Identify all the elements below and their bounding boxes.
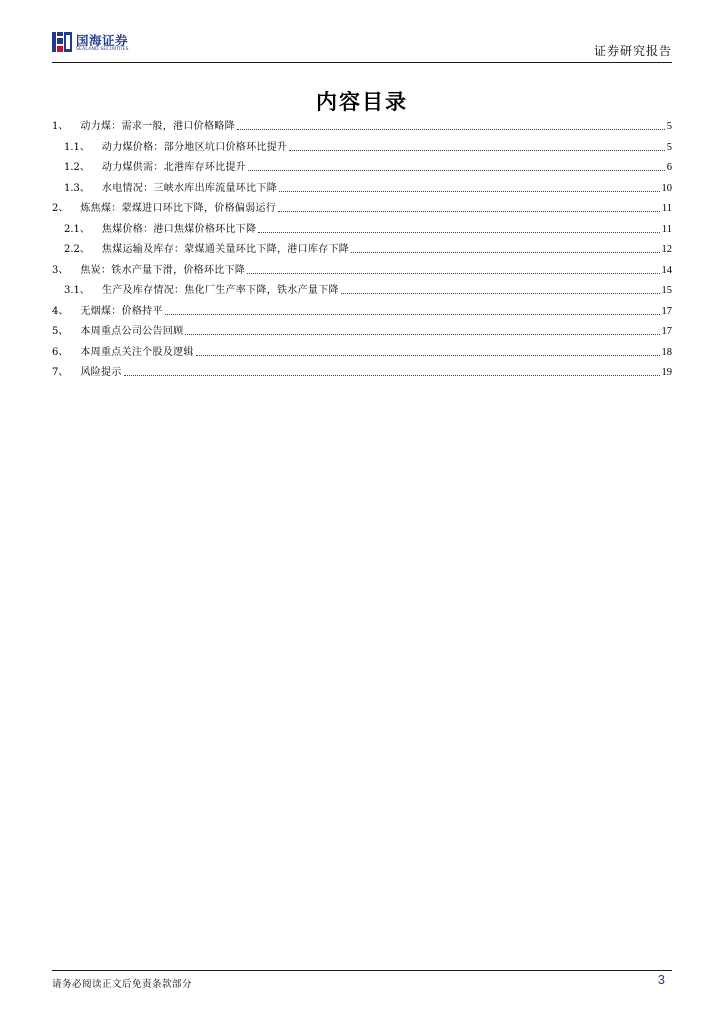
toc-entry-number: 3、: [52, 264, 69, 276]
toc-entry-number: 1、: [52, 121, 69, 132]
logo-name-en: SEALAND SECURITIES: [76, 47, 129, 52]
toc-entry-page: 11: [661, 203, 672, 214]
toc-entry-title: 焦炭：铁水产量下滑，价格环比下降: [80, 264, 246, 276]
toc-dot-leader: [237, 120, 665, 130]
toc-entry-number: 6、: [52, 346, 69, 358]
sealand-logo-icon: [52, 32, 72, 52]
toc-entry[interactable]: [52, 141, 672, 162]
toc-entry-title: 本周重点关注个股及逻辑: [80, 346, 194, 358]
toc-entry[interactable]: [52, 284, 672, 305]
report-type-label: 证券研究报告: [593, 44, 672, 58]
toc-entry-number: 5、: [52, 326, 69, 337]
toc-entry-number: 2、: [52, 203, 69, 214]
toc-dot-leader: [278, 202, 660, 212]
page-header: [52, 30, 672, 62]
toc-dot-leader: [289, 141, 664, 151]
toc-dot-leader: [341, 284, 660, 294]
toc-entry-title: 无烟煤：价格持平: [80, 305, 163, 317]
toc-entry-title: 本周重点公司公告回顾: [80, 326, 184, 337]
toc-entry-number: 2.2、: [64, 244, 90, 255]
toc-dot-leader: [248, 161, 665, 171]
toc-entry-number: 4、: [52, 305, 69, 317]
toc-dot-leader: [196, 346, 660, 356]
toc-entry-page: 10: [661, 182, 672, 194]
toc-entry-number: 1.1、: [64, 141, 90, 153]
toc-dot-leader: [124, 366, 660, 376]
toc-entry-page: 17: [661, 326, 672, 337]
toc-entry[interactable]: [52, 223, 672, 244]
toc-entry[interactable]: [52, 305, 672, 326]
header-divider: [52, 62, 672, 63]
toc-entry-title: 炼焦煤：蒙煤进口环比下降，价格偏弱运行: [80, 203, 277, 214]
toc-entry[interactable]: [52, 161, 672, 182]
footer-divider: [52, 970, 672, 971]
toc-dot-leader: [351, 243, 659, 253]
toc-entry[interactable]: [52, 366, 672, 387]
toc-entry-page: 5: [666, 141, 672, 153]
toc-entry-title: 水电情况：三峡水库出库流量环比下降: [101, 182, 278, 194]
disclaimer-note: 请务必阅读正文后免责条款部分: [52, 979, 193, 990]
toc-entry-number: 1.3、: [64, 182, 90, 194]
toc-entry-page: 15: [661, 285, 672, 296]
toc-entry-page: 12: [661, 244, 672, 255]
toc-entry-title: 焦煤价格：港口焦煤价格环比下降: [101, 223, 257, 235]
toc-entry[interactable]: [52, 182, 672, 203]
toc-entry-number: 2.1、: [64, 223, 90, 235]
toc-entry-page: 5: [666, 121, 672, 132]
toc-entry-page: 18: [661, 346, 672, 358]
toc-entry-title: 焦煤运输及库存：蒙煤通关量环比下降，港口库存下降: [101, 244, 350, 255]
toc-entry-page: 6: [666, 162, 672, 173]
toc-entry-title: 生产及库存情况：焦化厂生产率下降，铁水产量下降: [101, 285, 339, 296]
toc-dot-leader: [185, 325, 659, 335]
toc-entry-page: 14: [661, 264, 672, 276]
toc-entry-number: 3.1、: [64, 285, 90, 296]
toc-title: 内容目录: [316, 90, 408, 114]
toc-entry-number: 7、: [52, 367, 69, 378]
toc-entry[interactable]: [52, 243, 672, 264]
toc-entry[interactable]: [52, 264, 672, 285]
toc-entry-number: 1.2、: [64, 162, 90, 173]
toc-dot-leader: [165, 305, 660, 315]
toc-entry-page: 17: [661, 305, 672, 317]
toc-dot-leader: [247, 264, 659, 274]
toc-entry-page: 11: [661, 223, 672, 235]
toc-dot-leader: [258, 223, 659, 233]
toc-entry[interactable]: [52, 346, 672, 367]
toc-entry-page: 19: [661, 367, 672, 378]
toc-entry-title: 动力煤价格：部分地区坑口价格环比提升: [101, 141, 288, 153]
logo-name-cn: 国海证券: [76, 33, 129, 48]
toc-entry[interactable]: [52, 325, 672, 346]
page-number: 3: [657, 972, 665, 987]
toc-entry-title: 动力煤供需：北港库存环比提升: [101, 162, 247, 173]
table-of-contents: [52, 120, 672, 387]
toc-entry[interactable]: [52, 202, 672, 223]
toc-entry-title: 动力煤：需求一般，港口价格略降: [80, 121, 235, 132]
company-logo: [52, 30, 182, 58]
toc-entry[interactable]: [52, 120, 672, 141]
toc-dot-leader: [279, 182, 659, 192]
toc-entry-title: 风险提示: [80, 367, 122, 378]
